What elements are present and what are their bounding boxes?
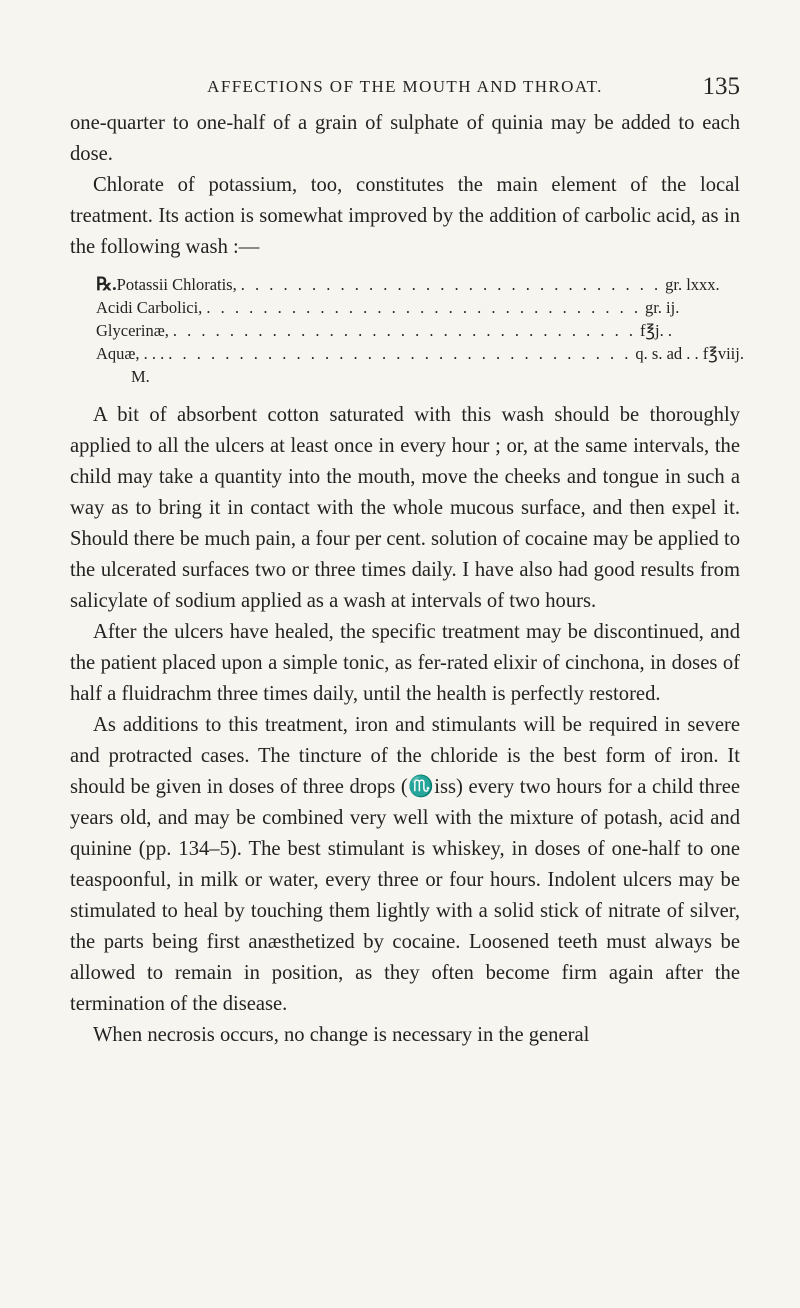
ingredient-dose: f℥j. . — [639, 321, 672, 340]
paragraph-1: one-quarter to one-half of a grain of sulphate of quinia may be added to each dose. — [70, 112, 740, 165]
prescription — [70, 273, 744, 388]
paragraph-2: Chlorate of potassium, too, constitutes the main element of the local treatment. Its action is somewhat improved by the addition of carbolic acid, as in the following wash :— — [70, 174, 740, 258]
leader-dots: . . . . . . . . . . . . . . . . . . . . . . . . . . . . . . . . . — [168, 344, 632, 363]
running-title: AFFECTIONS OF THE MOUTH AND THROAT. — [207, 77, 603, 96]
page-number: 135 — [702, 73, 740, 100]
body-text — [70, 108, 744, 1051]
ingredient-name: Glycerinæ, — [96, 321, 169, 340]
leader-dots: . . . . . . . . . . . . . . . . . . . . . . . . . . . . . . . . . — [172, 321, 636, 340]
paragraph-3: A bit of absorbent cotton saturated with this wash should be thoroughly applied to all the ulcers at least once in every hour ; or, at the same intervals, the child may take a quantity into the mouth, move the cheeks and tongue in such a way as to bring it in contact with the whole mucous surface, and then expel it. Should there be much pain, a four per cent. solution of cocaine may be applied to the ulcerated surfaces two or three times daily. I have also had good results from salicylate of sodium applied as a wash at intervals of two hours. — [70, 404, 740, 612]
ingredient-dose: gr. ij. — [644, 298, 680, 317]
ingredient-name: Aquæ, . . . — [96, 344, 165, 363]
prescription-signature: M. — [131, 367, 150, 386]
page-header — [70, 70, 740, 104]
prescription-line — [96, 342, 744, 365]
paragraph-4: After the ulcers have healed, the specific treatment may be discontinued, and the patient placed upon a simple tonic, as fer-rated elixir of cinchona, in doses of half a fluidrachm three times daily, until the health is perfectly restored. — [70, 621, 740, 705]
paragraph-6: When necrosis occurs, no change is necessary in the general — [93, 1024, 590, 1046]
ingredient-name: Potassii Chloratis, — [116, 275, 237, 294]
prescription-line — [96, 296, 740, 319]
paragraph-5: As additions to this treatment, iron and stimulants will be required in severe and protracted cases. The tincture of the chloride is the best form of iron. It should be given in doses of three drops (♏iss) every two hours for a child three years old, and may be combined very well with the mixture of potash, acid and quinine (pp. 134–5). The best stimulant is whiskey, in doses of one-half to one teaspoonful, in milk or water, every three or four hours. Indolent ulcers may be stimulated to heal by touching them lightly with a solid stick of nitrate of silver, the parts being first anæsthetized by cocaine. Loosened teeth must always be allowed to remain in position, as they often become firm again after the termination of the disease. — [70, 714, 740, 1015]
prescription-line — [96, 273, 740, 296]
ingredient-dose: gr. lxxx. — [665, 275, 720, 294]
ingredient-name: Acidi Carbolici, — [96, 298, 203, 317]
recipe-symbol: ℞. — [96, 274, 117, 294]
ingredient-dose: q. s. ad . . f℥viij. — [635, 344, 744, 363]
leader-dots: . . . . . . . . . . . . . . . . . . . . . . . . . . . . . . . — [206, 298, 641, 317]
leader-dots: . . . . . . . . . . . . . . . . . . . . . . . . . . . . . . — [240, 275, 662, 294]
prescription-line — [96, 319, 740, 342]
